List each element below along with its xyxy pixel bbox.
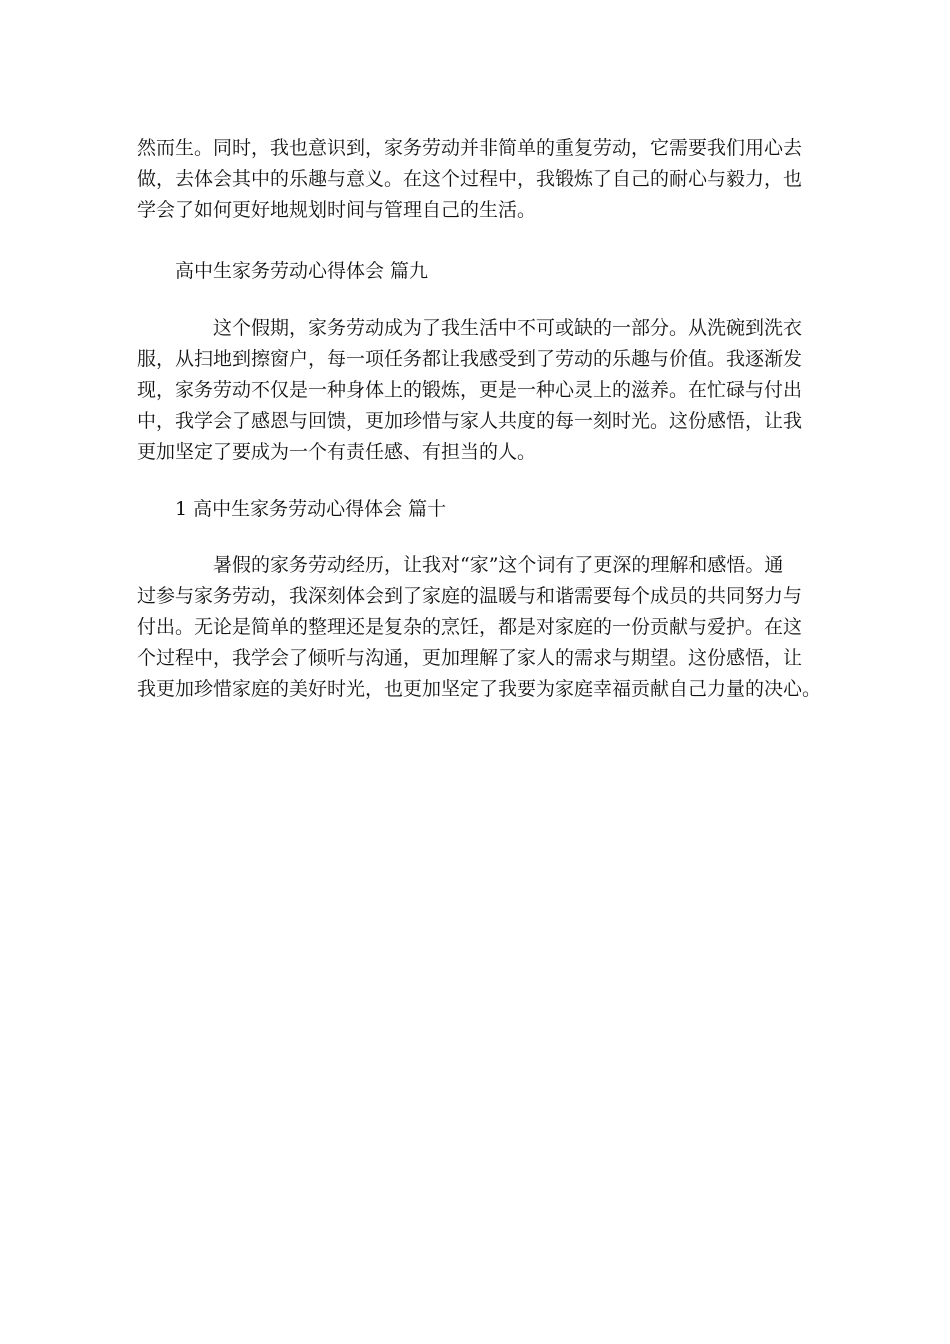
paragraph-line: 付出。无论是简单的整理还是复杂的烹饪，都是对家庭的一份贡献与爱护。在这 (137, 616, 803, 638)
paragraph-line: 这个假期，家务劳动成为了我生活中不可或缺的一部分。从洗碗到洗衣 (213, 317, 803, 339)
paragraph-line: 现，家务劳动不仅是一种身体上的锻炼，更是一种心灵上的滋养。在忙碌与付出 (137, 379, 803, 401)
paragraph-line: 更加坚定了要成为一个有责任感、有担当的人。 (137, 441, 537, 463)
section-9-paragraph (137, 313, 817, 468)
paragraph-line: 过参与家务劳动，我深刻体会到了家庭的温暖与和谐需要每个成员的共同努力与 (137, 585, 803, 607)
paragraph-line: 学会了如何更好地规划时间与管理自己的生活。 (137, 199, 537, 221)
paragraph-line: 中，我学会了感恩与回馈，更加珍惜与家人共度的每一刻时光。这份感悟，让我 (137, 410, 803, 432)
paragraph-line: 个过程中，我学会了倾听与沟通，更加理解了家人的需求与期望。这份感悟，让 (137, 647, 803, 669)
section-heading-10: 1 高中生家务劳动心得体会 篇十 (175, 498, 447, 520)
paragraph-line: 服，从扫地到擦窗户，每一项任务都让我感受到了劳动的乐趣与价值。我逐渐发 (137, 348, 803, 370)
paragraph-line: 然而生。同时，我也意识到，家务劳动并非简单的重复劳动，它需要我们用心去 (137, 137, 803, 159)
paragraph-line: 暑假的家务劳动经历，让我对“家”这个词有了更深的理解和感悟。通 (213, 554, 784, 576)
continuation-paragraph (137, 133, 817, 226)
paragraph-line: 做，去体会其中的乐趣与意义。在这个过程中，我锻炼了自己的耐心与毅力，也 (137, 168, 803, 190)
section-heading-9: 高中生家务劳动心得体会 篇九 (175, 260, 429, 282)
paragraph-line: 我更加珍惜家庭的美好时光，也更加坚定了我要为家庭幸福贡献自己力量的决心。 (137, 678, 822, 700)
section-10-paragraph (137, 550, 822, 705)
